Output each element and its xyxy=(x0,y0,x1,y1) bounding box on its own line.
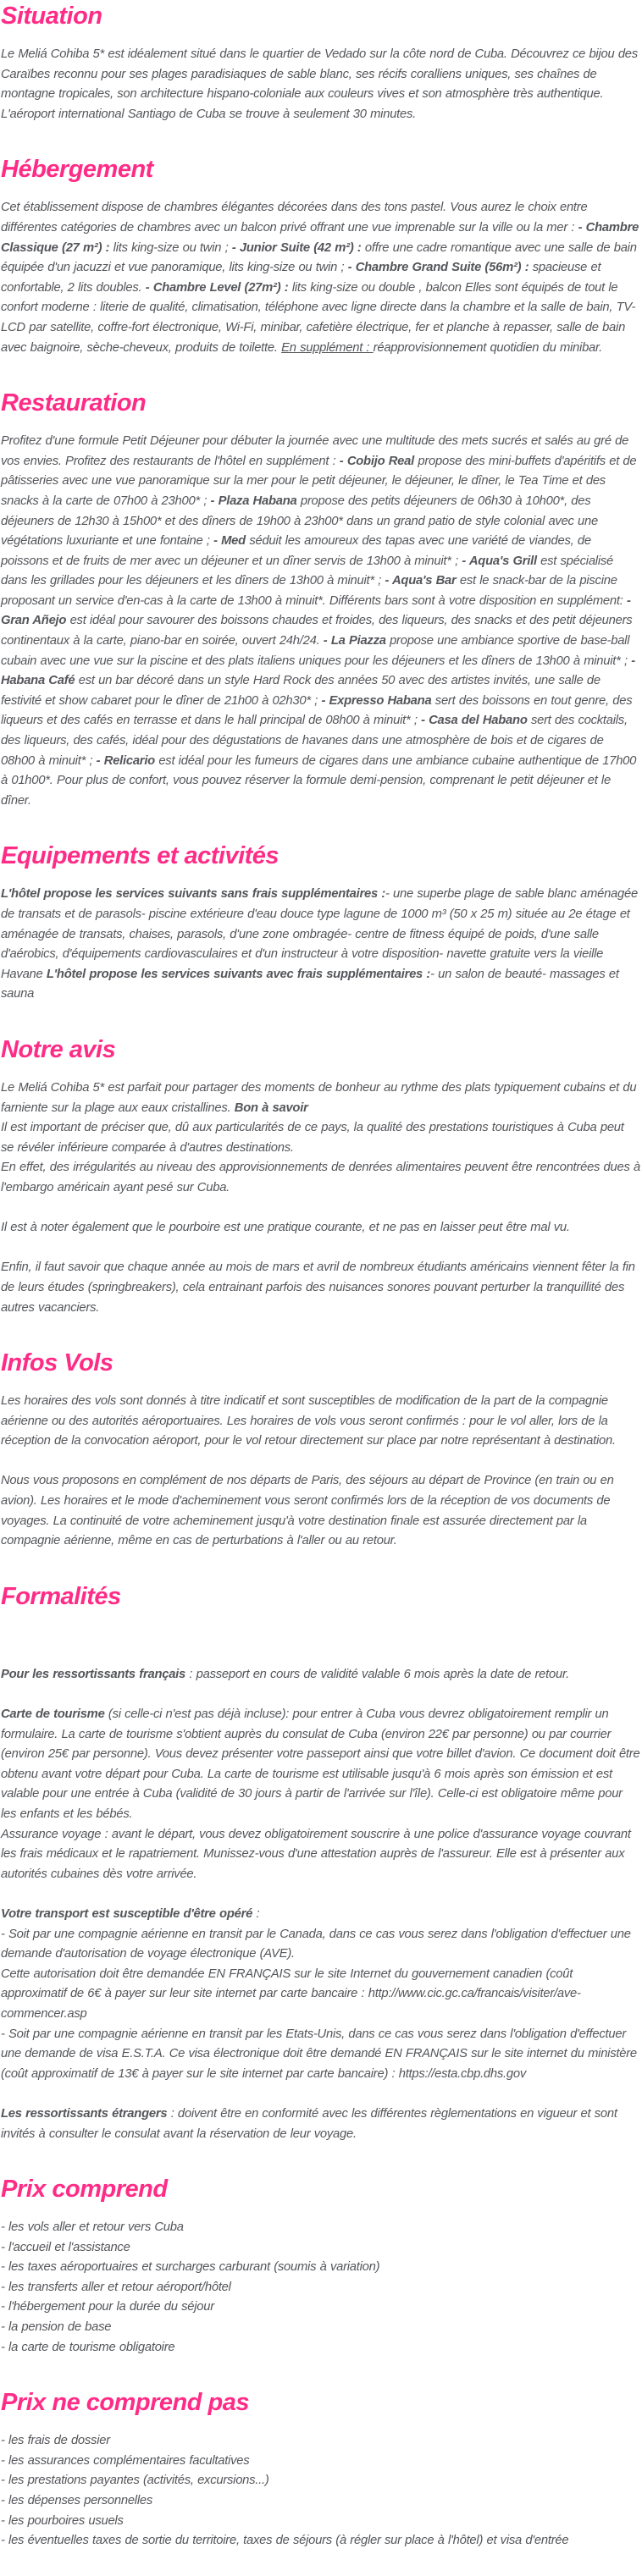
bold-text-run: - Cobijo Real xyxy=(339,454,414,468)
text-run: - l'hébergement pour la durée du séjour xyxy=(1,2300,214,2314)
infos-vols-paragraph xyxy=(1,1392,640,1452)
section-title-restauration: Restauration xyxy=(1,389,147,417)
notre-avis-paragraph xyxy=(1,1218,640,1238)
text-run: offre une cadre romantique avec une salle de bain équipée d'un jacuzzi et vue panoramique, lits king-size ou twin ; xyxy=(1,240,637,275)
text-run: Il est important de préciser que, dû aux particularités de ce pays, la qualité des prestations touristiques à Cuba peut se révéler inférieure comparée à d'autres destinations. xyxy=(1,1121,624,1155)
infos-vols-paragraph xyxy=(1,1471,640,1551)
section-title-situation: Situation xyxy=(1,3,102,30)
bold-text-run: - Gran Añejo xyxy=(1,593,631,628)
text-run: Il est à noter également que le pourboire est une pratique courante, et ne pas en laisser peut être mal vu. xyxy=(1,1221,570,1235)
section-title-prix-ne-comprend-pas: Prix ne comprend pas xyxy=(1,2389,249,2417)
bold-text-run: - Relicario xyxy=(96,753,155,768)
text-run: - la carte de tourisme obligatoire xyxy=(1,2340,175,2354)
text-run: est spécialisé dans les grillades pour les déjeuners et les dîners de 13h00 à minuit* ; xyxy=(1,554,613,588)
text-run: - un salon de beauté- massages et sauna xyxy=(1,967,619,1001)
bold-text-run: - Aqua's Bar xyxy=(385,574,457,588)
text-run: lits king-size ou double , balcon Elles sont équipés de tout le confort moderne : literie de qualité, climatisation, téléphone avec ligne directe dans la chambre et la salle de bain, TV-LCD par satellite, coffre-fort électronique, Wi-Fi, minibar, cafetière électrique, fer et planche à repasser, salle de bain avec baignoire, sèche-cheveux, produits de toilette. xyxy=(1,280,636,355)
formalites-paragraph xyxy=(1,1905,640,2084)
text-run: est idéal pour les fumeurs de cigares dans une ambiance cubaine authentique de 17h00 à 01h00*. Pour plus de confort, vous pouvez réserver la formule demi-pension, comprenant le petit déjeuner et le dîner. xyxy=(1,753,637,808)
formalites-paragraph xyxy=(1,1705,640,1884)
bold-text-run: - Chambre Classique (27 m²) : xyxy=(1,220,639,255)
text-run: - les transferts aller et retour aéroport/hôtel xyxy=(1,2280,231,2294)
text-run: - les assurances complémentaires facultatives xyxy=(1,2453,250,2468)
text-run: est idéal pour savourer des boissons chaudes et froides, des liqueurs, des snacks et des petit déjeuners continentaux à la carte, piano-bar en soirée, ouvert 24h/24. xyxy=(1,614,633,648)
notre-avis-paragraph xyxy=(1,1078,640,1199)
section-title-equipements: Equipements et activités xyxy=(1,842,279,870)
text-run: - les pourboires usuels xyxy=(1,2513,124,2528)
hebergement-paragraph xyxy=(1,198,640,358)
text-run: - les prestations payantes (activités, excursions...) xyxy=(1,2474,269,2488)
bold-text-run: - Casa del Habano xyxy=(421,714,528,728)
bold-text-run: Carte de tourisme xyxy=(1,1707,105,1722)
text-run: - les vols aller et retour vers Cuba xyxy=(1,2220,184,2235)
text-run: réapprovisionnement quotidien du minibar. xyxy=(373,340,603,355)
text-run: En effet, des irrégularités au niveau des approvisionnements de denrées alimentaires peuvent être rencontrées dues à l'embargo américain ayant pesé sur Cuba. xyxy=(1,1161,640,1194)
text-run: sert des boissons en tout genre, des liqueurs et des cafés en terrasse et dans le hall principal de 08h00 à minuit* ; xyxy=(1,693,633,728)
text-run: Enfin, il faut savoir que chaque année au mois de mars et avril de nombreux étudiants américains viennent fêter la fin de leurs études (springbreakers), cela entrainant parfois des nuisances sonores pouvant perturber la tranquillité des autres vacanciers. xyxy=(1,1260,635,1315)
text-run: lits king-size ou twin ; xyxy=(109,240,232,255)
bold-text-run: Bon à savoir xyxy=(234,1100,308,1115)
formalites-paragraph xyxy=(1,2104,640,2144)
text-run: Cette autorisation doit être demandée EN FRANÇAIS sur le site Internet du gouvernement canadien (coût approximatif de 6€ à payer sur leur site internet par carte bancaire : http://www.cic.gc.ca/francais/visiter/ave-commencer.asp xyxy=(1,1966,581,2021)
text-run: - la pension de base xyxy=(1,2320,112,2335)
equipements-paragraph xyxy=(1,885,640,1005)
text-run: : doivent être en conformité avec les différentes règlementations en vigueur et sont invités à consulter le consulat avant la réservation de leur voyage. xyxy=(1,2106,617,2141)
bold-text-run: - Habana Café xyxy=(1,654,635,688)
hotel-description-document xyxy=(1,3,640,2551)
bold-text-run: - La Piazza xyxy=(323,634,386,648)
formalites-paragraph xyxy=(1,1665,640,1685)
text-run: - les dépenses personnelles xyxy=(1,2494,153,2508)
text-run: propose des petits déjeuners de 06h30 à 10h00*, des déjeuners de 12h30 à 15h00* et des dîners de 19h00 à 23h00* dans un grand patio de style colonial avec une végétations luxuriante et une fontaine ; xyxy=(1,494,598,549)
section-title-formalites: Formalités xyxy=(1,1582,121,1610)
text-run: - l'accueil et l'assistance xyxy=(1,2240,130,2254)
section-title-prix-comprend: Prix comprend xyxy=(1,2176,168,2204)
text-run: propose des mini-buffets d'apéritifs et de pâtisseries avec une vue panoramique sur la mer pour le petit déjeuner, le déjeuner, le dîner, le Tea Time et des snacks à la carte de 07h00 à 23h00* ; xyxy=(1,454,637,508)
section-title-hebergement: Hébergement xyxy=(1,156,153,184)
text-run: séduit les amoureux des tapas avec une variété de viandes, de poissons et de fruits de mer avec un déjeuner et un dîner servis de 13h00 à minuit* ; xyxy=(1,534,591,568)
bold-text-run: Les ressortissants étrangers xyxy=(1,2106,168,2121)
text-run: Cet établissement dispose de chambres élégantes décorées dans des tons pastel. Vous aurez le choix entre différentes catégories de chambres avec un balcon privé offrant une vue imprenable sur la ville ou la mer : xyxy=(1,201,588,234)
restauration-paragraph xyxy=(1,432,640,811)
bold-text-run: - Junior Suite (42 m²) : xyxy=(231,240,362,255)
text-run: Profitez d'une formule Petit Déjeuner pour débuter la journée avec une multitude des mets sucrés et salés au gré de vos envies. Profitez des restaurants de l'hôtel en supplément : xyxy=(1,434,629,468)
bold-text-run: Votre transport est susceptible d'être opéré xyxy=(1,1906,253,1921)
blank-space xyxy=(1,1625,640,1665)
text-run: est un bar décoré dans un style Hard Rock des années 50 avec des artistes invités, une salle de festivité et show cabaret pour le dîner de 21h00 à 02h30* ; xyxy=(1,674,600,708)
text-run: - Soit par une compagnie aérienne en transit par le Canada, dans ce cas vous serez dans l'obligation d'effectuer une demande d'autorisation de voyage électronique (AVE). xyxy=(1,1927,631,1961)
text-run: - les taxes aéroportuaires et surcharges carburant (soumis à variation) xyxy=(1,2260,380,2275)
text-run: sert des cocktails, des liqueurs, des cafés, idéal pour des dégustations de havanes dans une atmosphère de bois et de cigares de 08h00 à minuit* ; xyxy=(1,714,628,768)
bold-text-run: - Aqua's Grill xyxy=(462,554,537,568)
bold-text-run: L'hôtel propose les services suivants sans frais supplémentaires : xyxy=(1,887,386,902)
text-run: - les frais de dossier xyxy=(1,2434,110,2448)
text-run: propose une ambiance sportive de base-ball cubain avec une vue sur la piscine et des plats italiens uniques pour les déjeuners et les dîners de 13h00 à minuit* ; xyxy=(1,634,632,668)
text-run: Le Meliá Cohiba 5* est idéalement situé dans le quartier de Vedado sur la côte nord de Cuba. Découvrez ce bijou des Caraïbes reconnu pour ses plages paradisiaques de sable blanc, ses récifs coralliens uniques, ses chaînes de montagne tropicales, son architecture hispano-coloniale aux couleurs vives et son atmosphère très authentique. L'aéroport international Santiago de Cuba se trouve à seulement 30 minutes. xyxy=(1,47,638,121)
text-run: (si celle-ci n'est pas déjà incluse): pour entrer à Cuba vous devrez obligatoirement remplir un formulaire. La carte de tourisme s'obtient auprès du consulat de Cuba (environ 22€ par personne) ou par courrier (environ 25€ par personne). Vous devez présenter votre passeport ainsi que votre billet d'avion. Ce document doit être obtenu avant votre départ pour Cuba. La carte de tourisme est utilisable jusqu'à 6 mois après son émission et est valable pour une entrée à Cuba (validité de 30 jours à partir de l'arrivée sur l'île). Celle-ci est obligatoire même pour les enfants et les bébés. xyxy=(1,1707,640,1821)
bold-text-run: - Expresso Habana xyxy=(321,693,432,708)
text-run: Assurance voyage : avant le départ, vous devez obligatoirement souscrire à une police d'assurance voyage couvrant les frais médicaux et le rapatriement. Munissez-vous d'une attestation auprès de l'assureur. Elle est à présenter aux autorités cubaines dès votre arrivée. xyxy=(1,1827,631,1881)
section-title-infos-vols: Infos Vols xyxy=(1,1349,113,1377)
bold-text-run: - Plaza Habana xyxy=(210,494,297,508)
prix-ne-comprend-pas-paragraph xyxy=(1,2431,640,2551)
text-run: est le snack-bar de la piscine proposant un service d'en-cas à la carte de 13h00 à minuit*. Différents bars sont à votre disposition en supplément: xyxy=(1,574,627,608)
bold-text-run: L'hôtel propose les services suivants avec frais supplémentaires : xyxy=(46,967,431,981)
situation-paragraph xyxy=(1,45,640,124)
text-run: Les horaires des vols sont donnés à titre indicatif et sont susceptibles de modification de la part de la compagnie aérienne ou des autorités aéroportuaires. Les horaires de vols vous seront confirmés : pour le vol aller, lors de la réception de la convocation aéroport, pour le vol retour directement sur place par notre représentant à destination. xyxy=(1,1394,616,1448)
underlined-text-run: En supplément : xyxy=(281,340,374,355)
text-run: : xyxy=(252,1906,260,1921)
bold-text-run: - Med xyxy=(213,534,246,549)
bold-text-run: - Chambre Grand Suite (56m²) : xyxy=(347,261,529,275)
text-run: - les éventuelles taxes de sortie du territoire, taxes de séjours (à régler sur place à l'hôtel) et visa d'entrée xyxy=(1,2534,569,2548)
notre-avis-paragraph xyxy=(1,1258,640,1318)
text-run: : passeport en cours de validité valable 6 mois après la date de retour. xyxy=(185,1667,569,1681)
text-run: - une superbe plage de sable blanc aménagée de transats et de parasols- piscine extérieure d'eau douce type lagune de 1000 m³ (50 x 25 m) située au 2e étage et aménagée de transats, chaises, parasols, d'une zone ombragée- centre de fitness équipé de poids, d'une salle d'aérobics, d'équipements cardiovasculaires et d'un instructeur à votre disposition- navette gratuite vers la vieille Havane xyxy=(1,887,638,981)
bold-text-run: - Chambre Level (27m²) : xyxy=(145,280,289,295)
bold-text-run: Pour les ressortissants français xyxy=(1,1667,186,1681)
prix-comprend-paragraph xyxy=(1,2218,640,2358)
text-run: Nous vous proposons en complément de nos départs de Paris, des séjours au départ de Province (en train ou en avion). Les horaires et le mode d'acheminement vous seront confirmés lors de la réception de vos documents de voyages. La continuité de votre acheminement jusqu'à votre destination finale est assurée directement par la compagnie aérienne, même en cas de perturbations à l'aller ou au retour. xyxy=(1,1474,614,1548)
section-title-notre-avis: Notre avis xyxy=(1,1035,116,1063)
text-run: Le Meliá Cohiba 5* est parfait pour partager des moments de bonheur au rythme des plats typiquement cubains et du farniente sur la plage aux eaux cristallines. xyxy=(1,1080,637,1115)
text-run: spacieuse et confortable, 2 lits doubles. xyxy=(1,261,601,295)
text-run: - Soit par une compagnie aérienne en transit par les Etats-Unis, dans ce cas vous serez dans l'obligation d'effectuer une demande de visa E.S.T.A. Ce visa électronique doit être demandé EN FRANÇAIS sur le site internet du ministère (coût approximatif de 13€ à payer sur le site internet par carte bancaire) : https://esta.cbp.dhs.gov xyxy=(1,2027,637,2081)
